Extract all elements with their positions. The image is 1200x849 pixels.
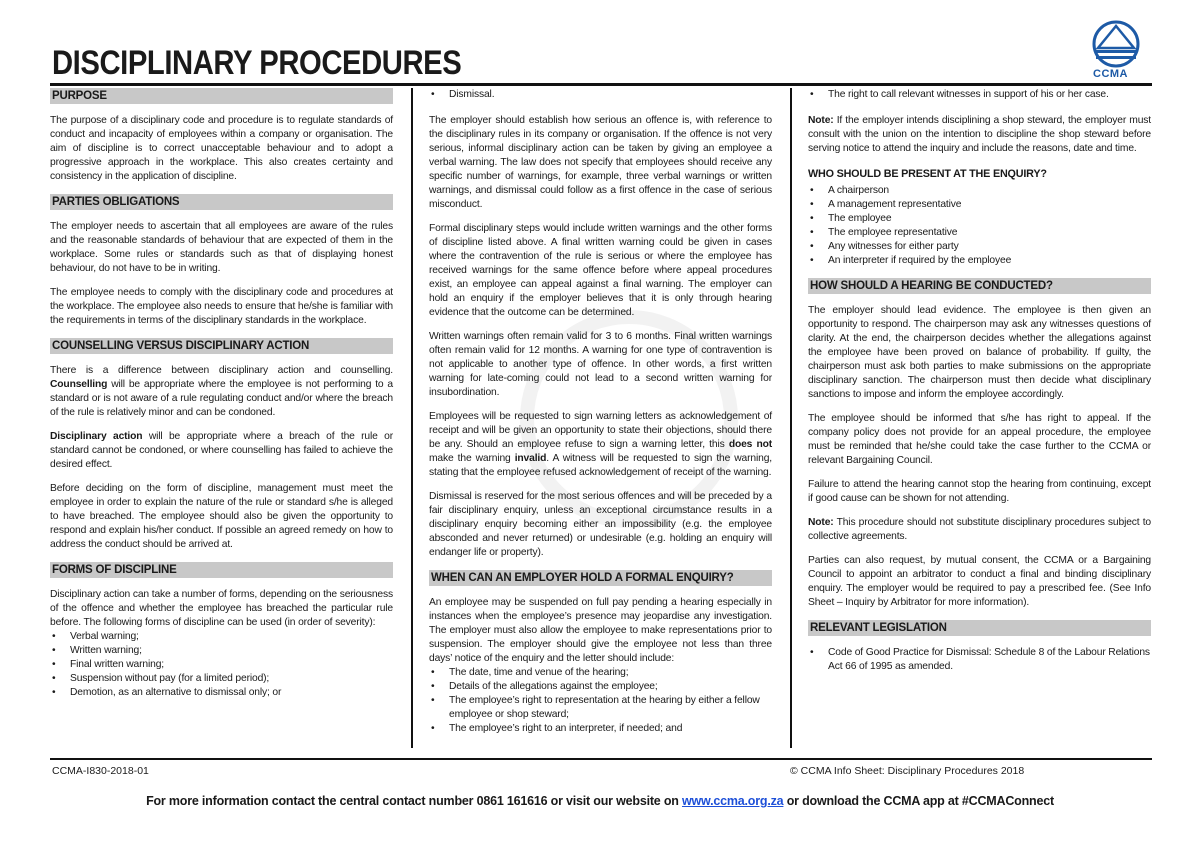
column-3	[808, 88, 1151, 684]
column-2	[429, 88, 772, 746]
list-item: • The employee	[808, 212, 1151, 226]
paragraph: Formal disciplinary steps would include written warnings and the other forms of discipline listed above. A final written warning could be given in cases where the contravention of the rule is serious or where the employee has received warnings for the same offence before where appeal procedures exist, an employee can appeal against a final warning. The employer can hold an enquiry if the employer believes that it is only through hearing evidence that the outcome can be determined.	[429, 223, 772, 318]
list-item: • Verbal warning;	[50, 630, 393, 644]
list-item: • Dismissal.	[429, 88, 772, 102]
paragraph: Disciplinary action will be appropriate where a breach of the rule or standard cannot be condoned, or where counselling has failed to achieve the desired effect.	[50, 431, 393, 470]
section-heading-legislation: RELEVANT LEGISLATION	[808, 620, 1151, 636]
paragraph: Disciplinary action can take a number of forms, depending on the seriousness of the offence and whether the employee has breached the particular rule before. The following forms of discipline can be used (in order of severity):	[50, 589, 393, 628]
section-heading-hearing: HOW SHOULD A HEARING BE CONDUCTED?	[808, 278, 1151, 294]
column-1	[50, 88, 393, 710]
section-heading-parties: PARTIES OBLIGATIONS	[50, 194, 393, 210]
bullet-list	[429, 88, 772, 102]
paragraph: Employees will be requested to sign warning letters as acknowledgement of receipt and will be given an opportunity to state their objections, should there be any. Should an employee refuse to sign a warning letter, this does not make the warning invalid. A witness will be requested to sign the warning, stating that the employee refused acknowledgement of receipt of the warning.	[429, 411, 772, 478]
list-item: • An interpreter if required by the employee	[808, 254, 1151, 268]
list-item: • Suspension without pay (for a limited period);	[50, 672, 393, 686]
bullet-list	[429, 666, 772, 736]
column-divider	[790, 88, 792, 748]
list-item: • Written warning;	[50, 644, 393, 658]
bullet-list	[50, 630, 393, 700]
contact-line: For more information contact the central contact number 0861 161616 or visit our website on www.ccma.org.za or download the CCMA app at #CCMAConnect	[146, 794, 1054, 808]
paragraph: There is a difference between disciplinary action and counselling. Counselling will be appropriate where the employee is not performing to a standard or is not aware of a rule regulating conduct and/or where the breach of the rule is relatively minor and can be condoned.	[50, 365, 393, 418]
footer-rule	[50, 758, 1152, 760]
list-item: • Details of the allegations against the employee;	[429, 680, 772, 694]
section-heading-enquiry: WHEN CAN AN EMPLOYER HOLD A FORMAL ENQUIRY?	[429, 570, 772, 586]
list-item: • Code of Good Practice for Dismissal: Schedule 8 of the Labour Relations Act 66 of 1995 as amended.	[808, 646, 1151, 674]
paragraph: The purpose of a disciplinary code and procedure is to regulate standards of conduct and incapacity of employees within a company or organisation. The aim of discipline is to correct unacceptable behaviour and to adopt a progressive approach in the workplace. This also creates certainty and consistency in the application of discipline.	[50, 115, 393, 182]
column-divider	[411, 88, 413, 748]
paragraph: The employee should be informed that s/he has right to appeal. If the company policy does not provide for an appeal procedure, the employee must be reminded that he/she could take the case further to the CCMA or relevant Bargaining Council.	[808, 413, 1151, 466]
logo-text: CCMA	[1093, 68, 1128, 80]
document-code: CCMA-I830-2018-01	[52, 765, 149, 777]
bullet-list	[808, 184, 1151, 268]
section-heading-counselling: COUNSELLING VERSUS DISCIPLINARY ACTION	[50, 338, 393, 354]
note-paragraph: Note: This procedure should not substitute disciplinary procedures subject to collective agreements.	[808, 517, 1151, 542]
paragraph: Before deciding on the form of discipline, management must meet the employee in order to explain the nature of the rule or standard s/he is alleged to have breached. The employee should also be given the opportunity to respond and explain his/her conduct. If possible an agreed remedy on how to address the conduct should be arrived at.	[50, 483, 393, 550]
list-item: • The employee’s right to an interpreter, if needed; and	[429, 722, 772, 736]
section-heading-present: WHO SHOULD BE PRESENT AT THE ENQUIRY?	[808, 168, 1047, 180]
list-item: • Demotion, as an alternative to dismissal only; or	[50, 686, 393, 700]
bullet-list	[808, 646, 1151, 674]
header-rule	[50, 83, 1152, 86]
list-item: • A management representative	[808, 198, 1151, 212]
list-item: • Any witnesses for either party	[808, 240, 1151, 254]
paragraph: The employer should establish how serious an offence is, with reference to the disciplinary rules in its company or organisation. If the offence is not very serious, informal disciplinary action can be taken by giving an employee a verbal warning. The law does not specify that employees should receive any specific number of warnings, for example, three verbal warnings or written warnings, and dismissal could follow as a first offence in the case of serious misconduct.	[429, 115, 772, 210]
paragraph: Written warnings often remain valid for 3 to 6 months. Final written warnings often remain valid for 12 months. A warning for one type of contravention is not applicable to another type of offence. In other words, a first written warning for late-coming could not lead to a second written warning for insubordination.	[429, 331, 772, 398]
list-item: • The date, time and venue of the hearing;	[429, 666, 772, 680]
section-heading-forms: FORMS OF DISCIPLINE	[50, 562, 393, 578]
list-item: • The right to call relevant witnesses in support of his or her case.	[808, 88, 1151, 102]
paragraph: Parties can also request, by mutual consent, the CCMA or a Bargaining Council to appoint an arbitrator to conduct a final and binding disciplinary enquiry. The employer would be required to pay a prescribed fee. (See Info Sheet – Inquiry by Arbitrator for more information).	[808, 555, 1151, 608]
list-item: • Final written warning;	[50, 658, 393, 672]
section-heading-purpose: PURPOSE	[50, 88, 393, 104]
list-item: • The employee’s right to representation at the hearing by either a fellow employee or shop steward;	[429, 694, 772, 722]
paragraph: The employer needs to ascertain that all employees are aware of the rules and the reasonable standards of behaviour that are expected of them in the workplace. Some rules or standards such as that of displaying honest behaviour, do not have to be in writing.	[50, 221, 393, 274]
bullet-list	[808, 88, 1151, 102]
website-link[interactable]: www.ccma.org.za	[681, 794, 784, 808]
note-paragraph: Note: If the employer intends disciplining a shop steward, the employer must consult with the union on the intention to discipline the shop steward before serving notice to attend the inquiry and include the reasons, date and time.	[808, 115, 1151, 154]
paragraph: The employer should lead evidence. The employee is then given an opportunity to respond. The chairperson may ask any witnesses questions of clarity. At the end, the chairperson decides whether the allegations against the employee have been proved on balance of probability. If guilty, the chairperson must ask both parties to make submissions on the appropriate disciplinary sanction. The chairperson must then decide what disciplinary sanctions to impose and inform the employee accordingly.	[808, 305, 1151, 400]
paragraph: Dismissal is reserved for the most serious offences and will be preceded by a fair disciplinary enquiry, unless an exceptional circumstance results in a disciplinary enquiry becoming either an impossibility (e.g. the employee absconded and never returned) or undesirable (e.g. holding an enquiry will endanger life or property).	[429, 491, 772, 558]
list-item: • A chairperson	[808, 184, 1151, 198]
copyright: © CCMA Info Sheet: Disciplinary Procedures 2018	[790, 765, 1025, 777]
list-item: • The employee representative	[808, 226, 1151, 240]
paragraph: An employee may be suspended on full pay pending a hearing especially in instances when the employee’s presence may jeopardise any investigation. The employer must also allow the employee to make representations prior to suspension. The employer should give the employee not less than three days’ notice of the enquiry and the letter should include:	[429, 597, 772, 664]
paragraph: The employee needs to comply with the disciplinary code and procedures at the workplace. The employee also needs to ensure that he/she is familiar with the requirements in terms of the disciplinary standards in the workplace.	[50, 287, 393, 326]
paragraph: Failure to attend the hearing cannot stop the hearing from continuing, except if good cause can be shown for not attending.	[808, 479, 1151, 504]
page-title: DISCIPLINARY PROCEDURES	[52, 44, 462, 82]
